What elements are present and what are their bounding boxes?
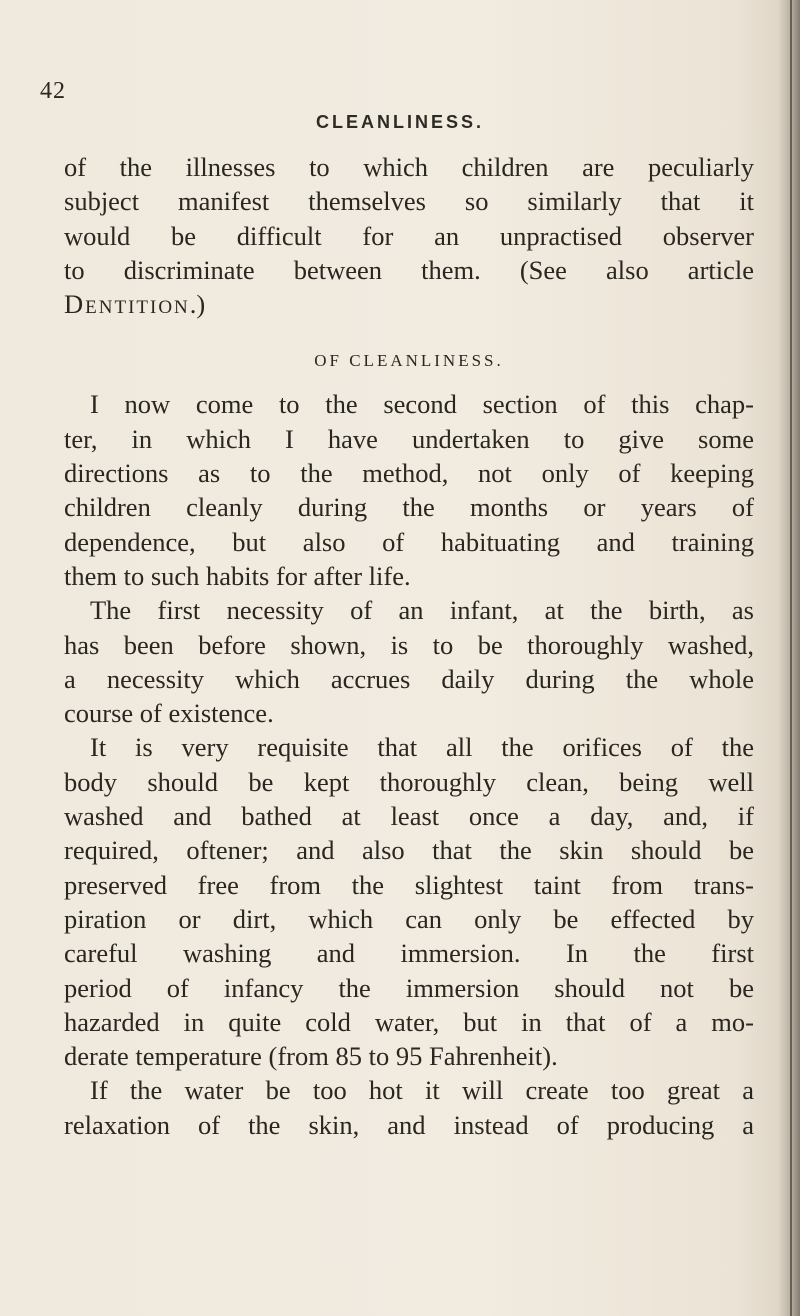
text-line: preserved free from the slightest taint from trans- bbox=[64, 869, 754, 900]
text-line: careful washing and immersion. In the first bbox=[64, 938, 754, 969]
text-line: body should be kept thoroughly clean, being well bbox=[64, 766, 754, 797]
body-text bbox=[64, 150, 754, 1142]
text-line bbox=[64, 287, 754, 321]
text-line: I now come to the second section of this chap- bbox=[90, 389, 754, 420]
text-line: them to such habits for after life. bbox=[64, 560, 411, 591]
paragraph-1 bbox=[64, 387, 754, 593]
paragraph-4 bbox=[64, 1073, 754, 1142]
text-line: of the illnesses to which children are peculiarly bbox=[64, 152, 754, 182]
paragraph-2 bbox=[64, 593, 754, 730]
intro-paragraph bbox=[64, 150, 754, 321]
text-line: relaxation of the skin, and instead of producing a bbox=[64, 1109, 754, 1140]
text-line: would be difficult for an unpractised observer bbox=[64, 220, 754, 251]
running-head: CLEANLINESS. bbox=[315, 112, 484, 132]
text-line: dependence, but also of habituating and training bbox=[64, 526, 754, 557]
text-line: a necessity which accrues daily during the whole bbox=[64, 663, 754, 694]
paragraph-3 bbox=[64, 730, 754, 1073]
section-heading: OF CLEANLINESS. bbox=[314, 351, 504, 371]
text-line: derate temperature (from 85 to 95 Fahrenheit). bbox=[64, 1041, 558, 1072]
text-line: The first necessity of an infant, at the birth, as bbox=[90, 595, 754, 626]
text-line: required, oftener; and also that the skin should be bbox=[64, 835, 754, 866]
text-line: period of infancy the immersion should not be bbox=[64, 972, 754, 1003]
page-number: 42 bbox=[40, 78, 66, 104]
text-line: piration or dirt, which can only be effected by bbox=[64, 903, 754, 934]
text-line: subject manifest themselves so similarly that it bbox=[64, 186, 754, 217]
text-line: ter, in which I have undertaken to give some bbox=[64, 423, 754, 454]
page-edge-shadow bbox=[778, 0, 800, 1316]
text-line: It is very requisite that all the orifices of the bbox=[90, 732, 754, 763]
text-line: washed and bathed at least once a day, and, if bbox=[64, 801, 754, 832]
text-line: directions as to the method, not only of keeping bbox=[64, 458, 754, 489]
cross-reference-suffix: .) bbox=[189, 289, 206, 320]
text-line: to discriminate between them. (See also article bbox=[64, 254, 754, 285]
text-line: course of existence. bbox=[64, 698, 274, 729]
text-line: children cleanly during the months or years of bbox=[64, 492, 754, 523]
page-edge-line bbox=[790, 0, 792, 1316]
text-line: If the water be too hot it will create too great a bbox=[90, 1075, 754, 1106]
cross-reference-term: Dentition bbox=[64, 289, 190, 320]
text-line: hazarded in quite cold water, but in that of a mo- bbox=[64, 1006, 754, 1037]
text-line: has been before shown, is to be thoroughly washed, bbox=[64, 629, 754, 660]
